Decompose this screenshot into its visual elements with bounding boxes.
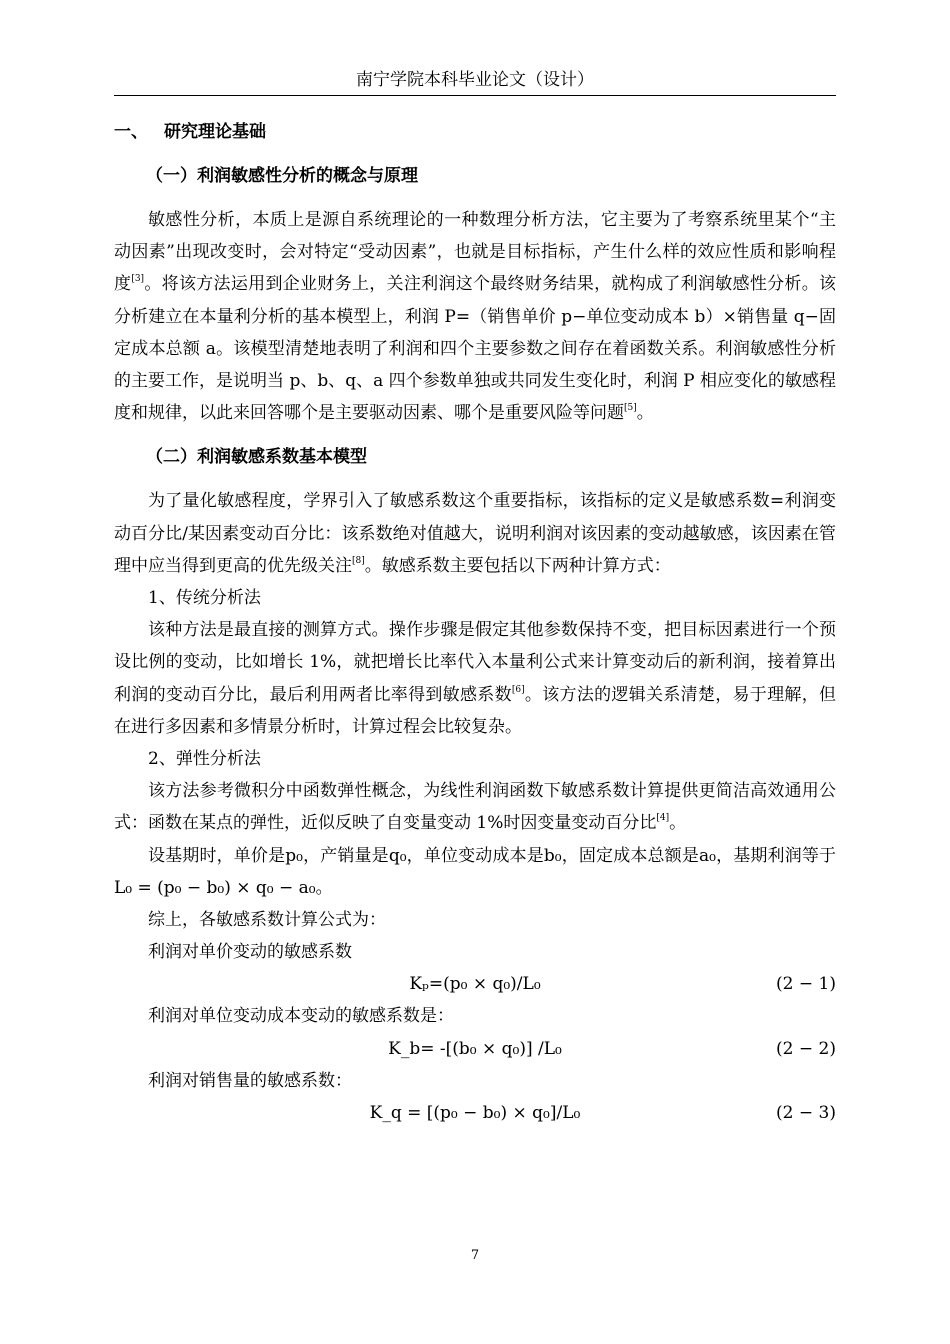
section-title: 研究理论基础	[164, 122, 266, 142]
formula-label-sales-volume: 利润对销售量的敏感系数：	[148, 1070, 352, 1091]
text-run: 。敏感系数主要包括以下两种计算方式：	[364, 555, 671, 576]
equation-number: (2 − 2)	[776, 1038, 836, 1059]
header-rule	[114, 95, 836, 96]
citation-ref: [4]	[656, 813, 670, 824]
text-run: 该种方法是最直接的测算方式。操作步骤是假定其他参数保持不变，把目标因素进行一个预设比例的变动，比如增长 1%，就把增长比率代入本量利公式来计算变动后的新利润，接着算出利润的变动百分比，最后利用两者比率得到敏感系数	[114, 620, 836, 705]
page-number: 7	[470, 1248, 480, 1263]
paragraph-traditional-method	[114, 614, 836, 743]
formula-expression: Kₚ=(p₀ × q₀)/L₀	[409, 974, 541, 995]
formula-label-price: 利润对单价变动的敏感系数	[148, 942, 352, 963]
summary-line: 综上，各敏感系数计算公式为：	[148, 910, 386, 931]
method-heading-elasticity: 2、弹性分析法	[148, 749, 261, 770]
page-body	[114, 116, 836, 1129]
text-run: 。	[636, 403, 654, 424]
running-header: 南宁学院本科毕业论文（设计）	[356, 70, 594, 90]
text-run: 。将该方法运用到企业财务上，关注利润这个最终财务结果，就构成了利润敏感性分析。该分析建立在本量利分析的基本模型上，利润 P=（销售单价 p−单位变动成本 b）×销售量 q−固定成本总额 a。该模型清楚地表明了利润和四个主要参数之间存在着函数关系。利润敏感性分析的主要工作，是说明当 p、b、q、a 四个参数单独或共同发生变化时，利润 P 相应变化的敏感程度和规律，以此来回答哪个是主要驱动因素、哪个是重要风险等问题	[114, 274, 837, 424]
equation-number: (2 − 3)	[776, 1102, 836, 1123]
citation-ref: [8]	[352, 555, 365, 566]
section-heading	[114, 116, 836, 148]
formula-expression: K_b= -[(b₀ × q₀)] /L₀	[388, 1038, 562, 1059]
paragraph-sensitivity-coefficient	[114, 485, 836, 582]
text-run: 。	[669, 813, 687, 834]
citation-ref: [3]	[131, 274, 145, 285]
text-run: 敏感性分析，本质上是源自系统理论的一种数理分析方法，它主要为了考察系统里某个“主动因素”出现改变时，会对特定“受动因素”，也就是目标指标，产生什么样的效应性质和影响程度	[114, 210, 836, 295]
text-run: 该方法参考微积分中函数弹性概念，为线性利润函数下敏感系数计算提供更简洁高效通用公式：函数在某点的弹性，近似反映了自变量变动 1%时因变量变动百分比	[114, 781, 836, 834]
section-number: 一、	[114, 122, 148, 142]
formula-sales-volume-sensitivity	[114, 1097, 836, 1129]
paragraph-elasticity-method	[114, 775, 836, 839]
text-run: 为了量化敏感程度，学界引入了敏感系数这个重要指标，该指标的定义是敏感系数=利润变动百分比/某因素变动百分比：该系数绝对值越大，说明利润对该因素的变动越敏感，该因素在管理中应当得到更高的优先级关注	[114, 491, 836, 576]
text-run: 。该方法的逻辑关系清楚，易于理解，但在进行多因素和多情景分析时，计算过程会比较复杂。	[114, 684, 837, 737]
paragraph-base-period: 设基期时，单价是p₀，产销量是q₀，单位变动成本是b₀，固定成本总额是a₀，基期利润等于L₀ = (p₀ − b₀) × q₀ − a₀。	[114, 845, 836, 898]
citation-ref: [5]	[624, 403, 637, 414]
subsection-heading-2: （二）利润敏感系数基本模型	[146, 447, 367, 468]
subsection-heading-1: （一）利润敏感性分析的概念与原理	[146, 166, 418, 186]
paragraph-sensitivity-concept	[114, 204, 836, 429]
formula-label-variable-cost: 利润对单位变动成本变动的敏感系数是：	[148, 1006, 454, 1027]
formula-price-sensitivity	[114, 968, 836, 1000]
method-heading-traditional: 1、传统分析法	[148, 588, 261, 609]
formula-variable-cost-sensitivity	[114, 1033, 836, 1065]
citation-ref: [6]	[511, 684, 525, 695]
equation-number: (2 − 1)	[776, 974, 836, 995]
formula-expression: K_q = [(p₀ − b₀) × q₀]/L₀	[369, 1102, 581, 1123]
